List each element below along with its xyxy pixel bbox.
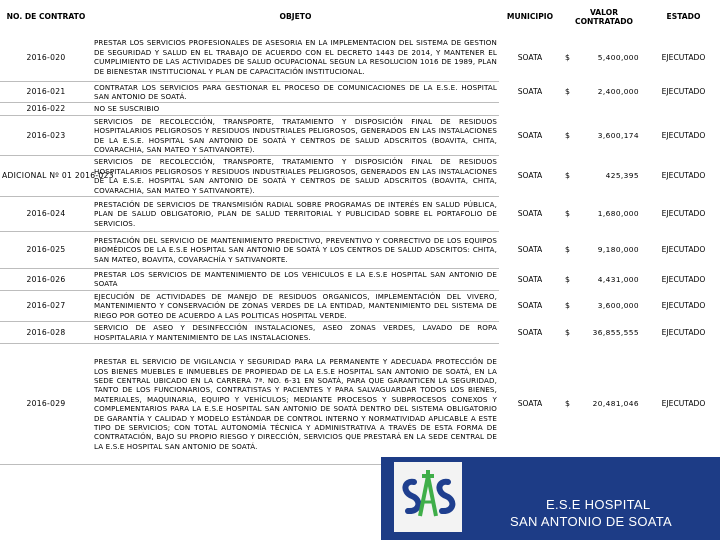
municipality-cell: SOATA: [517, 399, 543, 409]
table-row: [0, 103, 720, 115]
table-row: [0, 81, 720, 103]
value-cell: 425,395: [605, 171, 639, 181]
logo-title: E.S.E HOSPITAL: [546, 497, 651, 512]
header-object: OBJETO: [279, 12, 312, 22]
header-status: ESTADO: [666, 12, 701, 22]
municipality-cell: SOATA: [517, 209, 543, 219]
value-cell: 5,400,000: [597, 52, 639, 62]
object-cell: PRESTACIÓN DE SERVICIOS DE TRANSMISIÓN RADIAL SOBRE PROGRAMAS DE INTERÉS EN SALUD PÚBLICA, PLAN DE SALUD OBLIGATORIO, PLAN DE SALUD TERRITORIAL Y PUBLICIDAD SOBRE EL PORTAFOLIO DE SERVICIOS.: [92, 196, 499, 231]
table-row: [0, 34, 720, 81]
table-row: [0, 344, 720, 465]
municipality-cell: SOATA: [517, 327, 543, 337]
currency-cell: $: [565, 130, 570, 140]
municipality-cell: SOATA: [517, 87, 543, 97]
value-cell: [579, 103, 647, 115]
object-cell: PRESTACIÓN DEL SERVICIO DE MANTENIMIENTO PREDICTIVO, PREVENTIVO Y CORRECTIVO DE LOS EQUIPOS BIOMÉDICOS DE LA E.S.E HOSPITAL SAN ANTONIO DE SOATÁ Y LOS CENTROS DE SALUD ADSCRITOS: CHITA, SAN MATEO, BOAVITA, COVARACHÍA Y SATIVANORTE.: [92, 231, 499, 268]
contract-number-cell: 2016-020: [0, 34, 92, 81]
currency-cell: $: [565, 327, 570, 337]
status-cell: [647, 103, 720, 115]
currency-cell: $: [565, 209, 570, 219]
header-row: [0, 0, 720, 34]
object-cell: SERVICIOS DE RECOLECCIÓN, TRANSPORTE, TRATAMIENTO Y DISPOSICIÓN FINAL DE RESIDUOS HOSPITALARIOS PELIGROSOS Y RESIDUOS INDUSTRIALES PELIGROSOS, GENERADOS EN LAS INSTALACIONES DE LA E.S.E. HOSPITAL SAN ANTONIO DE SOATÁ Y CENTROS DE SALUD ADSCRITOS (BOAVITA, CHITA, COVARACHIA, SAN MATEO Y SATIVANORTE).: [94, 116, 497, 154]
contract-number-cell: 2016-021: [0, 81, 92, 103]
currency-cell: $: [565, 87, 570, 97]
table-row: [0, 268, 720, 290]
table-row: [0, 115, 720, 156]
table-row: [0, 290, 720, 321]
currency-cell: $: [565, 399, 570, 409]
header-value: VALOR CONTRATADO: [575, 7, 633, 26]
status-cell: EJECUTADO: [661, 130, 706, 140]
status-cell: EJECUTADO: [661, 87, 706, 97]
value-cell: 2,400,000: [597, 87, 639, 97]
table-row: [0, 322, 720, 344]
status-cell: EJECUTADO: [661, 245, 706, 255]
contract-number-cell: 2016-024: [0, 196, 92, 231]
contract-number-cell: 2016-028: [0, 322, 92, 344]
currency-cell: $: [565, 301, 570, 311]
currency-cell: $: [565, 245, 570, 255]
value-cell: 3,600,000: [597, 301, 639, 311]
municipality-cell: SOATA: [517, 130, 543, 140]
contract-number-cell: 2016-027: [0, 290, 92, 321]
municipality-cell: SOATA: [517, 52, 543, 62]
object-cell: PRESTAR LOS SERVICIOS PROFESIONALES DE ASESORIA EN LA IMPLEMENTACION DEL SISTEMA DE GESTION DE SEGURIDAD Y SALUD EN EL TRABAJO DE ACUERDO CON EL DECRETO 1443 DE 2014, Y MANTENER EL CUMPLIMIENTO DE LAS ACTIVIDADES DE SALUD OCUPACIONAL SEGUN LA RESOLUCION 1016 DE 1989, PLAN DE BIENESTAR INSTITUCIONAL Y PLAN DE CAPACITACIÓN INSTITUCIONAL.: [92, 34, 499, 81]
contract-number-cell: 2016-026: [0, 268, 92, 290]
status-cell: EJECUTADO: [661, 52, 706, 62]
logo-subtitle: SAN ANTONIO DE SOATA: [510, 514, 673, 529]
value-cell: 1,680,000: [597, 209, 639, 219]
contract-number-cell: 2016-029: [0, 344, 92, 465]
currency-cell: $: [565, 171, 570, 181]
municipality-cell: SOATA: [517, 245, 543, 255]
value-cell: 4,431,000: [597, 274, 639, 284]
object-cell: EJECUCIÓN DE ACTIVIDADES DE MANEJO DE RESIDUOS ORGANICOS, IMPLEMENTACIÓN DEL VIVERO, MANTENIMIENTO Y CONSERVACIÓN DE ZONAS VERDES DE LA ENTIDAD, MANTENIMIENTO DEL SISTEMA DE RIEGO POR GOTEO DE ACUERDO A LAS POLITICAS HOSPITAL VERDE.: [94, 291, 497, 320]
table-row: [0, 196, 720, 231]
contract-number-cell: 2016-023: [0, 115, 92, 156]
table-row: [0, 156, 720, 197]
object-cell: PRESTAR LOS SERVICIOS DE MANTENIMIENTO DE LOS VEHICULOS E LA E.S.E HOSPITAL SAN ANTONIO DE SOATA: [94, 270, 497, 289]
object-cell: CONTRATAR LOS SERVICIOS PARA GESTIONAR EL PROCESO DE COMUNICACIONES DE LA E.S.E. HOSPITAL SAN ANTONIO DE SOATÁ.: [94, 82, 497, 101]
status-cell: EJECUTADO: [661, 301, 706, 311]
logo-emblem-background: [394, 462, 462, 532]
sas-monogram-icon: [394, 462, 462, 532]
object-cell: SERVICIO DE ASEO Y DESINFECCIÓN INSTALACIONES, ASEO ZONAS VERDES, LAVADO DE ROPA HOSPITALARIA Y MANTENIMIENTO DE LAS INSTALACIONES.: [94, 323, 497, 342]
municipality-cell: SOATA: [517, 301, 543, 311]
currency-cell: $: [565, 52, 570, 62]
header-contract-no: NO. DE CONTRATO: [6, 12, 86, 22]
municipality-cell: SOATA: [517, 274, 543, 284]
contract-number-cell: 2016-022: [0, 103, 92, 115]
value-cell: 3,600,174: [597, 130, 639, 140]
municipality-cell: [499, 103, 561, 115]
status-cell: EJECUTADO: [661, 209, 706, 219]
object-cell: SERVICIOS DE RECOLECCIÓN, TRANSPORTE, TRATAMIENTO Y DISPOSICIÓN FINAL DE RESIDUOS HOSPITALARIOS PELIGROSOS Y RESIDUOS INDUSTRIALES PELIGROSOS, GENERADOS EN LAS INSTALACIONES DE LA E.S.E. HOSPITAL SAN ANTONIO DE SOATÁ Y CENTROS DE SALUD ADSCRITOS (BOAVITA, CHITA, COVARACHIA, SAN MATEO Y SATIVANORTE).: [94, 157, 497, 195]
status-cell: EJECUTADO: [661, 399, 706, 409]
object-cell: NO SE SUSCRIBIO: [92, 103, 499, 115]
value-cell: 36,855,555: [592, 327, 639, 337]
value-cell: 9,180,000: [597, 245, 639, 255]
object-cell: PRESTAR EL SERVICIO DE VIGILANCIA Y SEGURIDAD PARA LA PERMANENTE Y ADECUADA PROTECCIÓN DE LOS BIENES MUEBLES E INMUEBLES DE PROPIEDAD DE LA E.S.E HOSPITAL SAN ANTONIO DE SOATÁ, EN LA SEDE CENTRAL UBICADO EN LA CARRERA 7ª. NO. 6-31 EN SOATÁ, PARA QUE GARANTICEN LA SEGURIDAD, TANTO DE LOS FUNCIONARIOS, CONTRATISTAS Y PACIENTES Y PARA SALVAGUARDAR TODOS LOS BIENES, MATERIALES, MAQUINARIA, EQUIPO Y VEHÍCULOS; MEDIANTE PROCESOS Y SUBPROCESOS CONEXOS Y COMPLEMENTARIOS PARA LA E.S.E HOSPITAL SAN ANTONIO DE SOATÁ DENTRO DEL SISTEMA OBLIGATORIO DE GARANTÍA Y CALIDAD Y MODELO ESTÁNDAR DE CONTROL INTERNO Y NORMATIVIDAD APLICABLE A ESTE TIPO DE SERVICIOS; CON TOTAL AUTONOMÍA TÉCNICA Y ADMINISTRATIVA A TRAVÉS DE ESTA FORMA DE CONTRATACIÓN, BAJO SU PROPIO RIESGO Y DIRECCIÓN, SERVICIOS QUE PRESTARÁ EN LA SEDE CENTRAL DE LA E.S.E HOSPITAL SAN ANTONIO DE SOATÁ.: [92, 344, 499, 465]
status-cell: EJECUTADO: [661, 274, 706, 284]
status-cell: EJECUTADO: [661, 171, 706, 181]
municipality-cell: SOATA: [517, 171, 543, 181]
status-cell: EJECUTADO: [661, 327, 706, 337]
value-cell: 20,481,046: [592, 399, 639, 409]
contract-number-cell: ADICIONAL Nº 01 2016-023: [0, 156, 92, 197]
currency-cell: [561, 103, 579, 115]
table-row: [0, 231, 720, 268]
header-municipality: MUNICIPIO: [506, 12, 554, 22]
contract-number-cell: 2016-025: [0, 231, 92, 268]
currency-cell: $: [565, 274, 570, 284]
hospital-logo-banner: [381, 457, 720, 540]
